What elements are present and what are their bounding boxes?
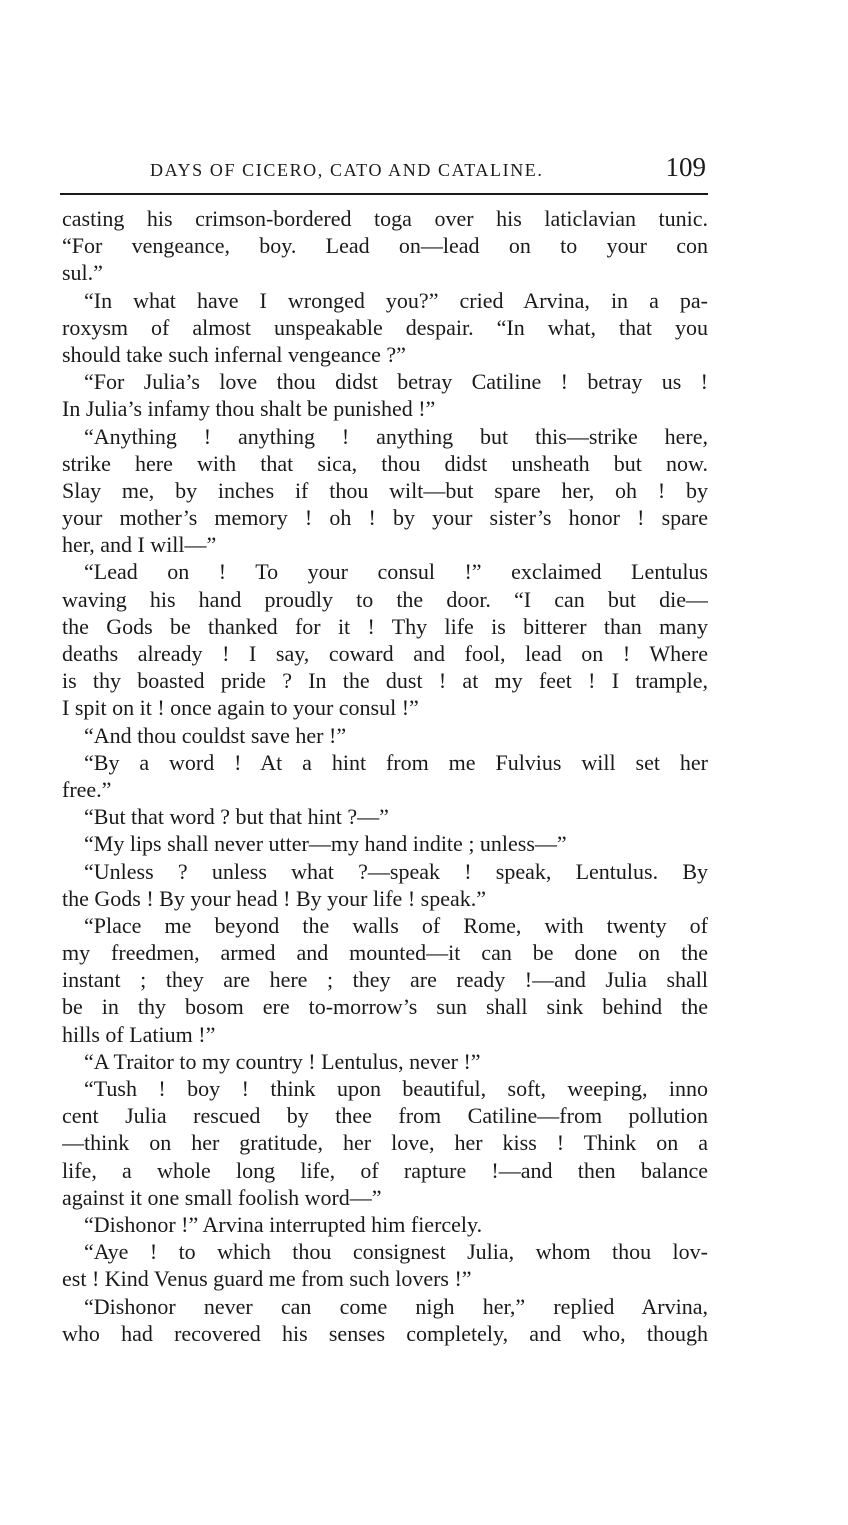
text-line: “In what have I wronged you?” cried Arvina, in a pa- <box>84 287 708 313</box>
text-line: be in thy bosom ere to-morrow’s sun shall sink behind the <box>62 994 708 1020</box>
text-line: “Lead on ! To your consul !” exclaimed Lentulus <box>84 559 708 585</box>
text-line: “But that word ? but that hint ?—” <box>84 804 389 830</box>
text-line: the Gods ! By your head ! By your life ! speak.” <box>62 885 487 911</box>
running-head: DAYS OF CICERO, CATO AND CATALINE. <box>150 160 544 180</box>
text-line: free.” <box>62 776 112 802</box>
text-line: “And thou couldst save her !” <box>84 722 347 748</box>
body-text <box>62 205 708 1347</box>
text-line: In Julia’s infamy thou shalt be punished !” <box>62 396 436 422</box>
page-header <box>60 150 708 190</box>
text-line: is thy boasted pride ? In the dust ! at my feet ! I trample, <box>62 668 708 694</box>
text-line: the Gods be thanked for it ! Thy life is bitterer than many <box>62 613 708 639</box>
text-line: —think on her gratitude, her love, her kiss ! Think on a <box>62 1130 708 1156</box>
header-rule <box>60 193 708 195</box>
text-line: hills of Latium !” <box>62 1021 216 1047</box>
text-line: est ! Kind Venus guard me from such lovers !” <box>62 1266 472 1292</box>
text-line: should take such infernal vengeance ?” <box>62 341 406 367</box>
text-line: deaths already ! I say, coward and fool, lead on ! Where <box>62 641 708 666</box>
text-line: “Unless ? unless what ?—speak ! speak, Lentulus. By <box>84 858 708 884</box>
text-line: “A Traitor to my country ! Lentulus, never !” <box>84 1048 481 1074</box>
text-line: “For Julia’s love thou didst betray Catiline ! betray us ! <box>84 369 708 395</box>
text-line: I spit on it ! once again to your consul !” <box>62 695 419 721</box>
text-line: “Place me beyond the walls of Rome, with twenty of <box>84 912 708 938</box>
text-line: “Dishonor !” Arvina interrupted him fiercely. <box>84 1211 483 1237</box>
text-line: “Tush ! boy ! think upon beautiful, soft, weeping, inno <box>84 1076 708 1101</box>
text-line: “Dishonor never can come nigh her,” replied Arvina, <box>84 1293 708 1319</box>
text-line: “Anything ! anything ! anything but this—strike here, <box>84 423 708 449</box>
text-line: casting his crimson-bordered toga over his laticlavian tunic. <box>62 206 708 231</box>
text-line: who had recovered his senses completely, and who, though <box>62 1320 708 1346</box>
text-line: “By a word ! At a hint from me Fulvius will set her <box>84 749 708 775</box>
text-line: life, a whole long life, of rapture !—and then balance <box>62 1157 708 1183</box>
text-line: your mother’s memory ! oh ! by your sister’s honor ! spare <box>62 505 708 531</box>
page-number: 109 <box>665 152 706 182</box>
text-line: “My lips shall never utter—my hand indite ; unless—” <box>84 831 567 857</box>
text-line: waving his hand proudly to the door. “I can but die— <box>62 586 708 612</box>
text-line: against it one small foolish word—” <box>62 1184 382 1210</box>
text-line: “For vengeance, boy. Lead on—lead on to your con <box>62 233 708 259</box>
text-line: Slay me, by inches if thou wilt—but spare her, oh ! by <box>62 477 708 503</box>
text-line: strike here with that sica, thou didst unsheath but now. <box>62 450 708 476</box>
text-line: “Aye ! to which thou consignest Julia, whom thou lov- <box>84 1239 708 1265</box>
text-line: her, and I will—” <box>62 532 217 558</box>
text-line: my freedmen, armed and mounted—it can be done on the <box>62 940 708 966</box>
text-line: instant ; they are here ; they are ready !—and Julia shall <box>62 967 708 993</box>
text-line: sul.” <box>62 260 103 286</box>
text-line: roxysm of almost unspeakable despair. “In what, that you <box>62 314 708 340</box>
text-line: cent Julia rescued by thee from Catiline—from pollution <box>62 1103 708 1129</box>
